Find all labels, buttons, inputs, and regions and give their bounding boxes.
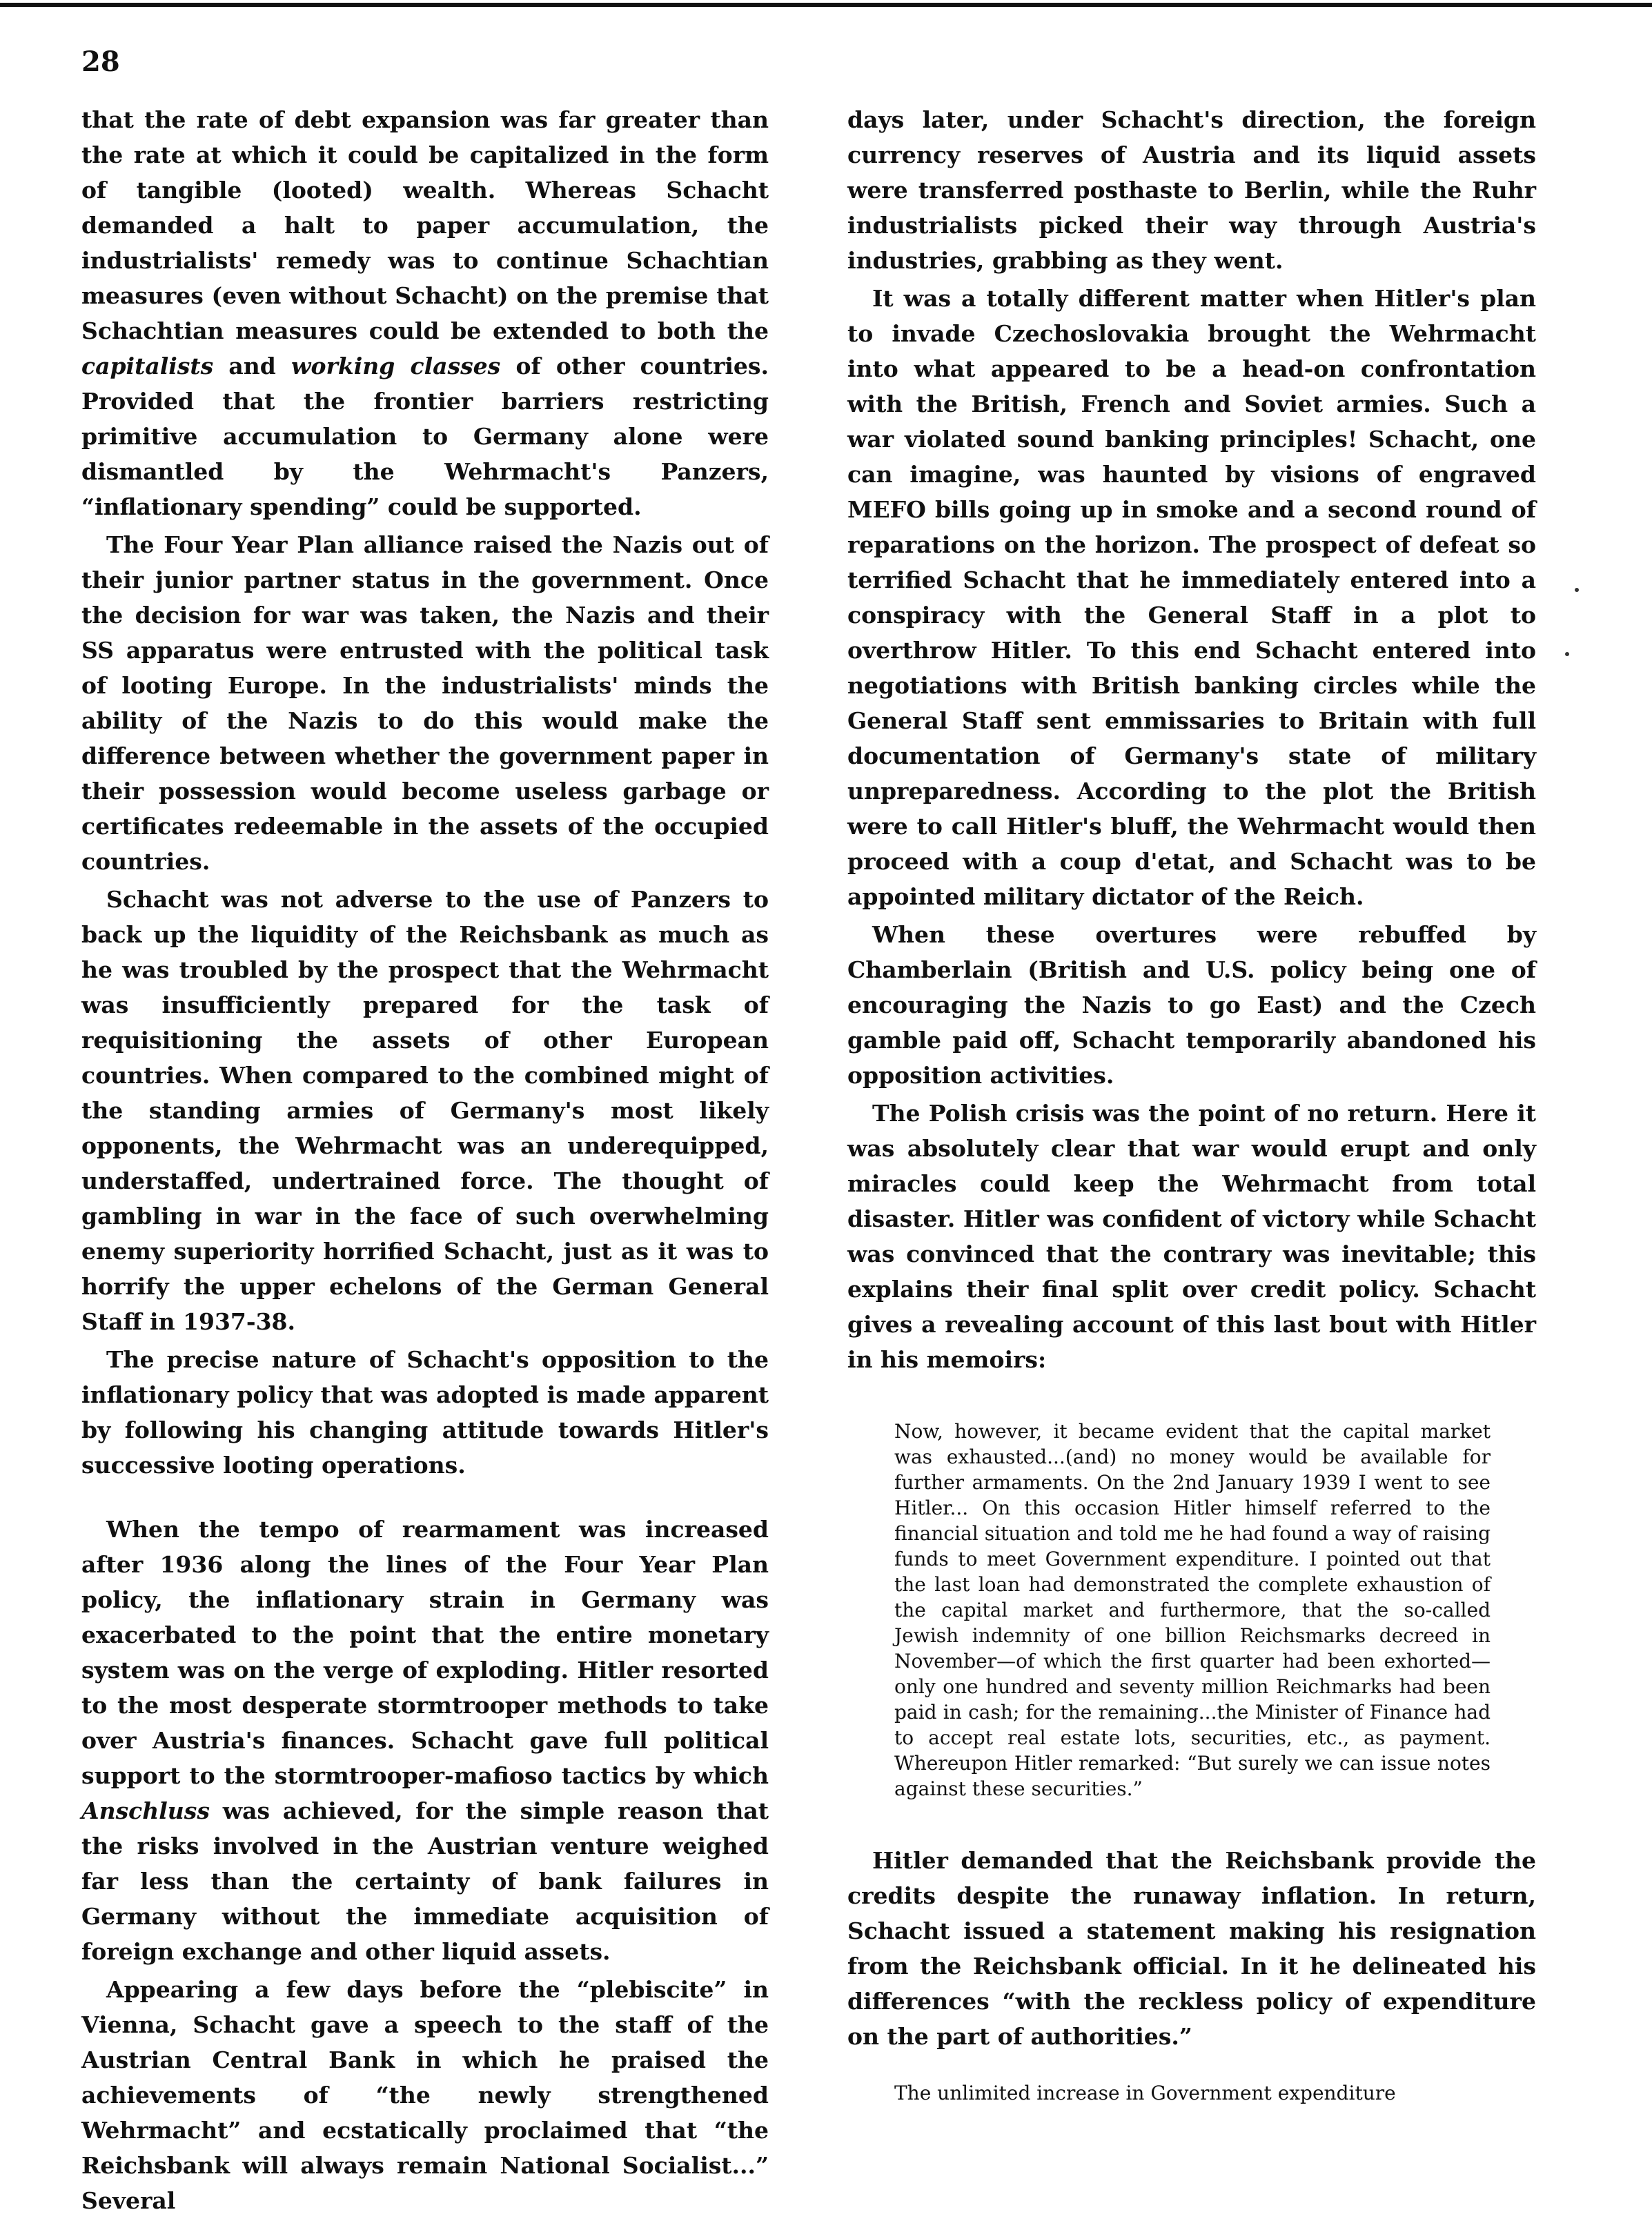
paragraph: Appearing a few days before the “plebiscite” in Vienna, Schacht gave a speech to the staff of the Austrian Central Bank in which he praised the achievements of “the newly strengthened Wehrmacht” and ecstatically proclaimed that “the Reichsbank will always remain National Socialist...” Several [81,1976,769,2214]
paragraph: Hitler demanded that the Reichsbank provide the credits despite the runaway inflation. In return, Schacht issued a statement making his resignation from the Reichsbank official. In it he delineated his differences “with the reckless policy of expenditure on the part of authorities.” [847,1847,1536,2050]
paragraph: It was a totally different matter when Hitler's plan to invade Czechoslovakia brought the Wehrmacht into what appeared to be a head-on confrontation with the British, French and Soviet armies. Such a war violated sound banking principles! Schacht, one can imagine, was haunted by visions of engraved MEFO bills going up in smoke and a second round of reparations on the horizon. The prospect of defeat so terrified Schacht that he immediately entered into a conspiracy with the General Staff in a plot to overthrow Hitler. To this end Schacht entered into negotiations with British banking circles while the General Staff sent emmissaries to Britain with full documentation of Germany's state of military unpreparedness. According to the plot the British were to call Hitler's bluff, the Wehrmacht would then proceed with a coup d'etat, and Schacht was to be appointed military dictator of the Reich. [847,285,1536,910]
margin-mark [1565,652,1569,656]
paragraph [81,102,769,524]
top-rule [0,3,1652,7]
left-column [81,102,769,2221]
right-column [847,102,1536,2147]
paragraph: Schacht was not adverse to the use of Panzers to back up the liquidity of the Reichsbank as much as he was troubled by the prospect that the Wehrmacht was insufficiently prepared for the task of requisitioning the assets of other European countries. When compared to the combined might of the standing armies of Germany's most likely opponents, the Wehrmacht was an underequipped, understaffed, undertrained force. The thought of gambling in war in the face of such overwhelming enemy superiority horrified Schacht, just as it was to horrify the upper echelons of the German General Staff in 1937-38. [81,886,769,1335]
emphasis-text: working classes [291,353,501,379]
margin-mark [1575,588,1579,592]
paragraph: The Polish crisis was the point of no return. Here it was absolutely clear that war would erupt and only miracles could keep the Wehrmacht from total disaster. Hitler was confident of victory while Schacht was convinced that the contrary was inevitable; this explains their final split over credit policy. Schacht gives a revealing account of this last bout with Hitler in his memoirs: [847,1100,1536,1373]
paragraph-text: When the tempo of rearmament was increased after 1936 along the lines of the Four Year Plan policy, the inflationary strain in Germany was exacerbated to the point that the entire monetary system was on the verge of exploding. Hitler resorted to the most desperate stormtrooper methods to take over Austria's finances. Schacht gave full political support to the stormtrooper-mafioso tactics by which [81,1516,769,1789]
paragraph: The Four Year Plan alliance raised the Nazis out of their junior partner status in the government. Once the decision for war was taken, the Nazis and their SS apparatus were entrusted with the political task of looting Europe. In the industrialists' minds the ability of the Nazis to do this would make the difference between whether the government paper in their possession would become useless garbage or certificates redeemable in the assets of the occupied countries. [81,531,769,875]
emphasis-text: Anschluss [81,1797,210,1824]
emphasis-text: capitalists [81,353,214,379]
paragraph-text: that the rate of debt expansion was far greater than the rate at which it could be capitalized in the form of tangible (looted) wealth. Whereas Schacht demanded a halt to paper accumulation, the industrialists' remedy was to continue Schachtian measures (even without Schacht) on the premise that Schachtian measures could be extended to both the [81,106,769,344]
paragraph: days later, under Schacht's direction, the foreign currency reserves of Austria and its liquid assets were transferred posthaste to Berlin, while the Ruhr industrialists picked their way through Austria's industries, grabbing as they went. [847,106,1536,274]
block-quote: Now, however, it became evident that the capital market was exhausted...(and) no money would be available for further armaments. On the 2nd January 1939 I went to see Hitler... On this occasion Hitler himself referred to the financial situation and told me he had found a way of raising funds to meet Government expenditure. I pointed out that the last loan had demonstrated the complete exhaustion of the capital market and furthermore, that the so-called Jewish indemnity of one billion Reichsmarks decreed in November—of which the first quarter had been exhorted—only one hundred and seventy million Reichmarks had been paid in cash; for the remaining...the Minister of Finance had to accept real estate lots, securities, etc., as payment. Whereupon Hitler remarked: “But surely we can issue notes against these securities.” [894,1420,1491,1800]
paragraph: The precise nature of Schacht's opposition to the inflationary policy that was adopted is made apparent by following his changing attitude towards Hitler's successive looting operations. [81,1346,769,1479]
paragraph: When these overtures were rebuffed by Chamberlain (British and U.S. policy being one of encouraging the Nazis to go East) and the Czech gamble paid off, Schacht temporarily abandoned his opposition activities. [847,921,1536,1089]
paragraph-text: was achieved, for the simple reason that the risks involved in the Austrian venture weighed far less than the certainty of bank failures in Germany without the immediate acquisition of foreign exchange and other liquid assets. [81,1797,769,1965]
paragraph-text: and [213,353,292,379]
paragraph-text: of other countries. Provided that the frontier barriers restricting primitive accumulation to Germany alone were dismantled by the Wehrmacht's Panzers, “inflationary spending” could be supported. [81,353,769,520]
paragraph [81,1512,769,1969]
block-quote: The unlimited increase in Government expenditure [894,2082,1396,2104]
page-number: 28 [81,46,120,78]
